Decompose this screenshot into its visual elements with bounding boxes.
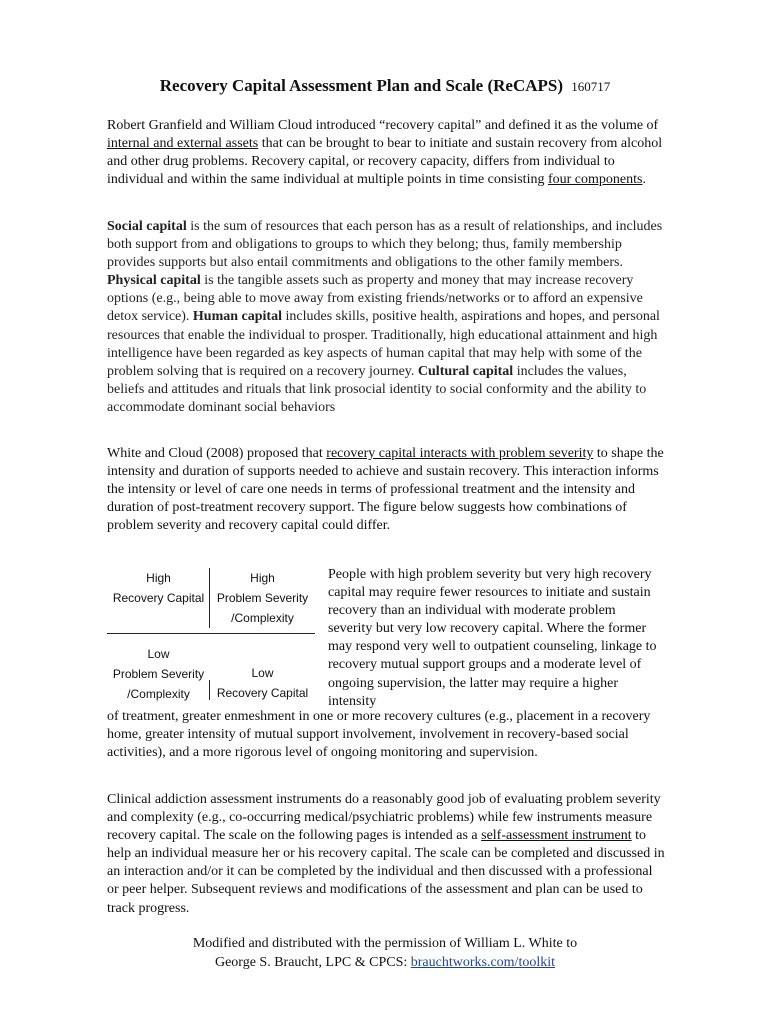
p2-text-3: includes skills, positive health, aspirations and hopes, and personal resources that enable the individual to prosper. Traditionally, high educational attainment and high intelligence have been regarded as key aspects of human capital that may help with some of the problem solving that is required on a recovery journey.: [107, 309, 660, 379]
p3-underline-interacts: recovery capital interacts with problem severity: [326, 446, 594, 461]
figure-label: Low: [251, 666, 274, 680]
severity-paragraph: [107, 445, 667, 535]
figure-divider-vertical-top: [209, 568, 210, 628]
figure-label: Recovery Capital: [112, 591, 205, 605]
figure-bottom-right: [210, 663, 315, 703]
figure-label: High: [146, 571, 171, 585]
footer-credit: George S. Braucht, LPC & CPCS:: [214, 955, 411, 970]
figure-label: Problem Severity: [216, 591, 309, 605]
figure-top-left: [107, 568, 210, 608]
title-text: Recovery Capital Assessment Plan and Scale (ReCAPS): [159, 76, 563, 95]
figure-divider-vertical-bottom: [209, 680, 210, 700]
figure-top-right: [210, 568, 315, 628]
footer-line-1: Modified and distributed with the permission of William L. White to: [192, 936, 578, 951]
p1-text-2: that can be brought to bear to initiate and sustain recovery from alcohol and other drug problems. Recovery capital, or recovery capacity, differs from individual to individual and within the same individual at multiple points in time consisting: [107, 136, 663, 188]
p2-text-2: is the tangible assets such as property and money that may increase recovery options (e.g., being able to move away from existing friends/networks or to afford an expensive detox service).: [107, 273, 643, 325]
footer: [0, 934, 770, 972]
figure-label: /Complexity: [231, 611, 294, 625]
severity-capital-figure: [107, 566, 315, 706]
figure-divider-horizontal: [107, 633, 315, 634]
figure-side-paragraph: People with high problem severity but very high recovery capital may require fewer resources to initiate and sustain recovery than an individual with moderate problem severity but very low recovery capital. Where the former may respond very well to outpatient counseling, linkage to recovery mutual support groups and a moderate level of ongoing supervision, the latter may require a higher intensity: [328, 567, 657, 709]
footer-line-2: [0, 953, 770, 972]
intro-paragraph: [107, 117, 667, 189]
figure-continuation-paragraph: of treatment, greater enmeshment in one or more recovery cultures (e.g., placement in a recovery home, greater intensity of mutual support involvement, involvement in recovery-based social activities), and a more rigorous level of ongoing monitoring and supervision.: [107, 709, 651, 761]
figure-bottom-left: [107, 644, 210, 704]
social-capital-term: Social capital: [107, 219, 187, 234]
figure-label: Recovery Capital: [216, 686, 309, 700]
assessment-paragraph: [107, 791, 667, 918]
toolkit-link[interactable]: brauchtworks.com/toolkit: [410, 955, 556, 970]
p1-underline-components: four components: [547, 172, 643, 188]
p2-text-1: is the sum of resources that each person has as a result of relationships, and includes both support from and obligations to groups to which they belong; thus, family membership provides supports but also entail commitments and obligations to the other family members.: [107, 219, 663, 271]
figure-label: High: [250, 571, 275, 585]
cultural-capital-term: Cultural capital: [417, 363, 514, 379]
p5-text-2: to help an individual measure her or his recovery capital. The scale can be completed and discussed in an interaction and/or it can be completed by the individual and then discussed with a professional or peer helper. Subsequent reviews and modifications of the assessment and plan can be used to track progress.: [107, 828, 665, 916]
components-paragraph: [107, 218, 667, 417]
p5-underline-self-assessment: self-assessment instrument: [481, 828, 632, 844]
p3-text-2: to shape the intensity and duration of supports needed to achieve and sustain recovery. This interaction informs the intensity or level of care one needs in terms of professional treatment and the intensity and duration of post-treatment recovery support. The figure below suggests how combinations of problem severity and recovery capital could differ.: [107, 446, 664, 534]
human-capital-term: Human capital: [192, 309, 282, 325]
p1-underline-assets: internal and external assets: [107, 136, 259, 152]
p5-text-1: Clinical addiction assessment instruments do a reasonably good job of evaluating problem severity and complexity (e.g., co-occurring medical/psychiatric problems) while few instruments measure recovery capital. The scale on the following pages is intended as a: [107, 792, 661, 844]
p1-text-3: .: [642, 172, 646, 188]
document-code: 160717: [571, 79, 611, 94]
page-title: [0, 76, 770, 97]
p1-text-1: Robert Granfield and William Cloud introduced “recovery capital” and defined it as the volume of: [107, 118, 659, 133]
figure-label: Low: [147, 647, 170, 661]
p2-text-4: includes the values, beliefs and attitudes and rituals that link prosocial identity to social conformity and the ability to accommodate dominant social behaviors: [107, 363, 647, 415]
physical-capital-term: Physical capital: [107, 273, 201, 289]
figure-label: Problem Severity: [112, 667, 205, 681]
figure-label: /Complexity: [127, 687, 190, 701]
p3-text-1: White and Cloud (2008) proposed that: [107, 446, 327, 461]
